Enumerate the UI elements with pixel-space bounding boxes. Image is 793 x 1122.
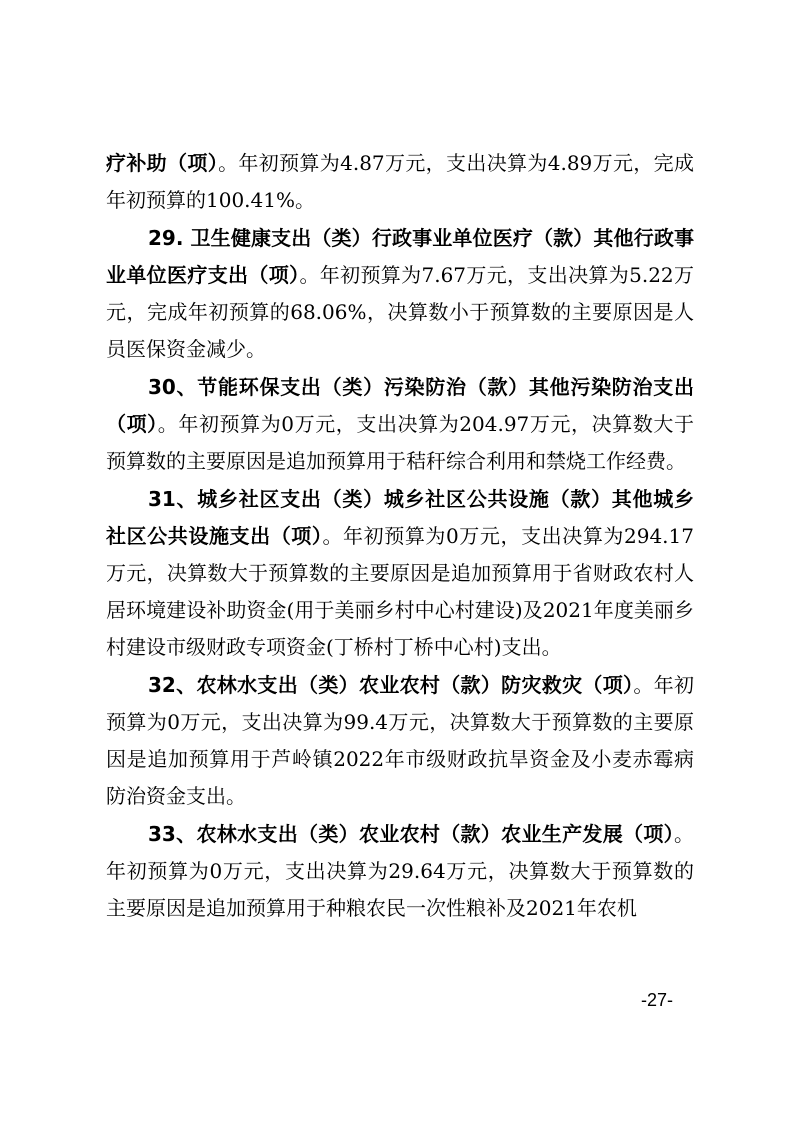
paragraph-text: 。年初预算为7.67万元，支出决算为5.22万元，完成年初预算的68.06%，决算数小于预算数的主要原因是人员医保资金减少。 [106, 263, 694, 361]
paragraph-31 [106, 481, 694, 666]
paragraph-28-continuation [106, 145, 694, 219]
paragraph-heading: 33、农林水支出（类）农业农村（款）农业生产发展（项） [148, 822, 674, 846]
paragraph-text: 。年初预算为4.87万元，支出决算为4.89万元，完成年初预算的100.41%。 [106, 151, 694, 212]
paragraph-30 [106, 369, 694, 480]
paragraph-text: 。年初预算为0万元，支出决算为204.97万元，决算数大于预算数的主要原因是追加预算用于秸秆综合利用和禁烧工作经费。 [106, 412, 694, 473]
paragraph-text: 。年初预算为0万元，支出决算为294.17万元，决算数大于预算数的主要原因是追加预算用于省财政农村人居环境建设补助资金(用于美丽乡村中心村建设)及2021年度美丽乡村建设市级财政专项资金(丁桥村丁桥中心村)支出。 [106, 524, 694, 659]
paragraph-heading: 30、节能环保支出（类）污染防治（款）其他污染防治支出（项） [106, 375, 694, 436]
document-body [106, 145, 694, 927]
paragraph-heading: 31、城乡社区支出（类）城乡社区公共设施（款）其他城乡社区公共设施支出（项） [106, 487, 694, 548]
paragraph-33 [106, 816, 694, 927]
paragraph-text: 。年初预算为0万元，支出决算为29.64万元，决算数大于预算数的主要原因是追加预算用于种粮农民一次性粮补及2021年农机 [106, 822, 694, 920]
paragraph-29 [106, 220, 694, 368]
paragraph-32 [106, 667, 694, 815]
page-number: -27- [641, 990, 674, 1010]
paragraph-text: 。年初预算为0万元，支出决算为99.4万元，决算数大于预算数的主要原因是追加预算用于芦岭镇2022年市级财政抗旱资金及小麦赤霉病防治资金支出。 [106, 673, 695, 808]
paragraph-heading: 29. 卫生健康支出（类）行政事业单位医疗（款）其他行政事业单位医疗支出（项） [106, 226, 694, 287]
paragraph-heading: 疗补助（项） [106, 151, 219, 175]
paragraph-heading: 32、农林水支出（类）农业农村（款）防灾救灾（项） [148, 673, 634, 697]
